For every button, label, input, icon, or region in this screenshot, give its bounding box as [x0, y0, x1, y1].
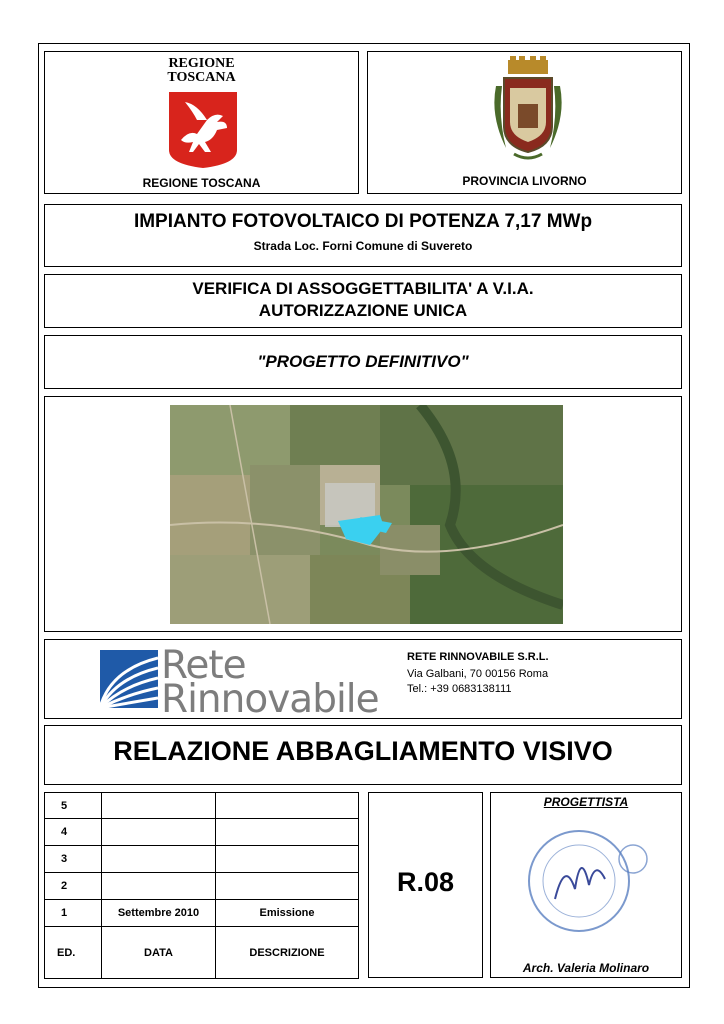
- project-location: Strada Loc. Forni Comune di Suvereto: [253, 239, 473, 253]
- revision-date: [102, 873, 216, 900]
- revision-ed: 5: [45, 793, 102, 819]
- province-box: [367, 51, 682, 194]
- revision-description: Emissione: [216, 900, 359, 927]
- document-title: RELAZIONE ABBAGLIAMENTO VISIVO: [113, 736, 613, 766]
- revision-date: [102, 819, 216, 846]
- company-box: [44, 639, 682, 722]
- stage-label: "PROGETTO DEFINITIVO": [257, 352, 469, 371]
- header-data: DATA: [102, 927, 216, 979]
- header-descrizione: DESCRIZIONE: [216, 927, 359, 979]
- revision-description: [216, 846, 359, 873]
- revision-date: [102, 846, 216, 873]
- table-header-row: [45, 927, 359, 979]
- company-name: RETE RINNOVABILE S.R.L.: [407, 651, 549, 663]
- architect-stamp-icon: [515, 819, 655, 949]
- table-row: [45, 846, 359, 873]
- document-title-box: [44, 725, 682, 785]
- table-row: [45, 873, 359, 900]
- region-logo-wordmark: REGIONE TOSCANA: [167, 56, 236, 85]
- rete-rinnovabile-logo-icon: [100, 650, 158, 708]
- revision-description: [216, 819, 359, 846]
- doc-code-box: [368, 792, 483, 978]
- procedure-line2: AUTORIZZAZIONE UNICA: [258, 301, 468, 320]
- company-address: Via Galbani, 70 00156 Roma: [407, 668, 549, 680]
- header-ed: ED.: [45, 927, 102, 979]
- procedure-box: [44, 274, 682, 328]
- doc-code: R.08: [396, 867, 455, 897]
- stage-box: [44, 335, 682, 389]
- region-caption: REGIONE TOSCANA: [142, 176, 261, 190]
- procedure-line1: VERIFICA DI ASSOGGETTABILITA' A V.I.A.: [192, 279, 534, 298]
- aerial-photo-box: [44, 396, 682, 632]
- revision-description: [216, 793, 359, 819]
- company-logo-wordmark: Rete Rinnovabile: [161, 643, 379, 722]
- table-row: [45, 793, 359, 819]
- revision-table: [44, 792, 359, 979]
- revision-ed: 3: [45, 846, 102, 873]
- project-box: [44, 204, 682, 267]
- coat-of-arms-icon: [486, 56, 570, 166]
- project-title: IMPIANTO FOTOVOLTAICO DI POTENZA 7,17 MWp: [133, 211, 593, 232]
- table-row: [45, 819, 359, 846]
- company-info: [407, 650, 549, 697]
- designer-label: PROGETTISTA: [543, 795, 629, 809]
- designer-name: Arch. Valeria Molinaro: [522, 961, 650, 975]
- revision-description: [216, 873, 359, 900]
- designer-box: [490, 792, 682, 978]
- province-caption: PROVINCIA LIVORNO: [462, 174, 587, 188]
- revision-ed: 4: [45, 819, 102, 846]
- revision-ed: 1: [45, 900, 102, 927]
- revision-ed: 2: [45, 873, 102, 900]
- pegasus-shield-icon: [167, 90, 239, 170]
- table-row: [45, 900, 359, 927]
- company-phone: Tel.: +39 0683138111: [407, 683, 512, 695]
- region-box: [44, 51, 359, 194]
- revision-date: Settembre 2010: [102, 900, 216, 927]
- revision-date: [102, 793, 216, 819]
- aerial-photo: [170, 405, 563, 624]
